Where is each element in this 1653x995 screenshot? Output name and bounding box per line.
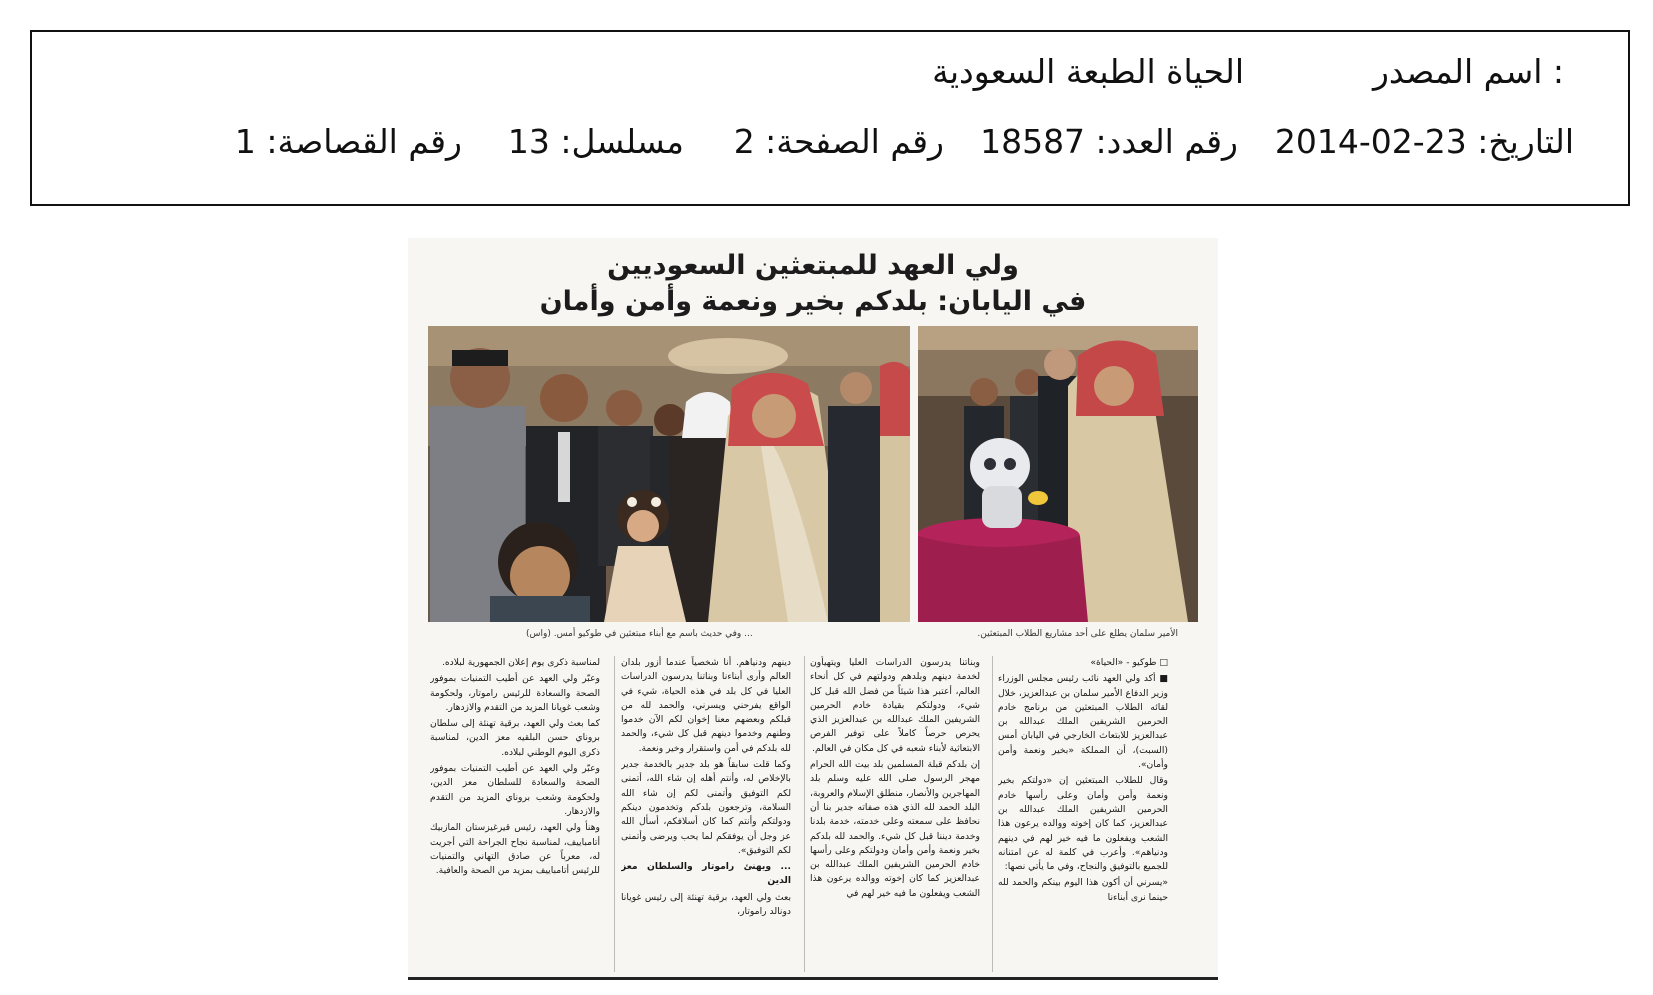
paragraph: إن بلدكم قبلة المسلمين بلد بيت الله الحرام مهجر الرسول صلى الله عليه وسلم بلد المهاجرين والأنصار، منطلق الإسلام والعروبة، البلد الحمد لله الذي هذه صفاته جدير بنا أن نحافظ على سمعته وعلى خدمته، خدمة بلدنا وخدمة ديننا قبل كل شيء. والحمد لله بلدكم بخير ونعمة وأمن وأمان ودولتكم وعلى رأسها خادم الحرمين الشريفين الملك عبدالله بن عبدالعزيز كما كان إخوته ووالده يرعون هذا الشعب ويفعلون ما فيه خير لهم في	[810, 759, 980, 899]
newspaper-clipping	[408, 238, 1218, 980]
paragraph: وهنأ ولي العهد، رئيس قيرغيزستان المازبيك أتامباييف، لمناسبة نجاح الجراحة التي أجريت له، معرباً عن صادق التهاني والتمنيات للرئيس أتامباييف بمزيد من الصحة والعافية.	[430, 822, 600, 877]
serial-field: مسلسل: 13	[507, 122, 684, 161]
column-divider	[992, 656, 993, 972]
paragraph: وعبّر ولي العهد عن أطيب التمنيات بموفور الصحة والسعادة للرئيس راموتار، ولحكومة وشعب غويانا المزيد من التقدم والازدهار.	[430, 673, 600, 713]
clip-number-field: رقم القصاصة: 1	[234, 122, 462, 161]
photo-robot-project-image	[918, 326, 1198, 622]
paragraph: وكما قلت سابقاً هو بلد جدير بالخدمة جدير بالإخلاص له، وأنتم أهله إن شاء الله، أتمنى لكم التوفيق وأتمنى لكم إن شاء الله السلامة، وترجعون بلدكم وتخدمون دينكم ودولتكم وأنتم كما كان أسلافكم، أسأل الله عز وجل أن يوفقكم لما يحب ويرضى وأتمنى لكم التوفيق».	[621, 759, 791, 856]
paragraph: لمناسبة ذكرى يوم إعلان الجمهورية لبلاده.	[441, 657, 600, 668]
paragraph: «يسرني أن أكون هذا اليوم بينكم والحمد لله حينما نرى أبناءنا	[998, 877, 1168, 903]
subheading: ... ويهنئ راموتار والسلطان معز الدين	[621, 861, 791, 887]
article-column-3	[621, 656, 791, 974]
issue-number-field: رقم العدد: 18587	[980, 122, 1238, 161]
photo-greeting-children	[428, 326, 910, 622]
dateline: □ طوكيو - «الحياة»	[1090, 657, 1168, 668]
photo-greeting-children-image	[428, 326, 910, 622]
paragraph: دينهم ودنياهم. أنا شخصياً عندما أزور بلدان العالم وأرى أبناءنا وبناتنا يدرسون الدراسات العليا في كل بلد في هذه الحياة، شيء في الواقع يفرحني ويسرني، والحمد لله من قبلكم وبعضهم معنا إخوان لكم الآن خدموا وطنهم وخدموا دينهم قبل كل شيء، والحمد لله بلدكم في أمن واستقرار وخير ونعمة.	[621, 657, 791, 754]
headline-line-1: ولي العهد للمبتعثين السعوديين	[607, 250, 1019, 281]
paragraph: كما بعث ولي العهد، برقية تهنئة إلى سلطان بروناي حسن البلقيه معز الدين، لمناسبة ذكرى اليوم الوطني لبلاده.	[430, 718, 600, 758]
article-column-1	[998, 656, 1168, 974]
page-number-field: رقم الصفحة: 2	[733, 122, 944, 161]
source-info-box	[30, 30, 1630, 206]
caption-children-photo: ... وفي حديث باسم مع أبناء مبتعثين في طوكيو أمس. (واس)	[526, 629, 753, 639]
headline-line-2: في اليابان: بلدكم بخير ونعمة وأمن وأمان	[539, 286, 1087, 317]
column-divider	[614, 656, 615, 972]
caption-robot-photo: الأمير سلمان يطلع على أحد مشاريع الطلاب المبتعثين.	[977, 629, 1178, 639]
photo-robot-project	[918, 326, 1198, 622]
clipping-bottom-rule	[408, 977, 1218, 980]
paragraph: وقال للطلاب المبتعثين إن «دولتكم بخير ونعمة وأمن وأمان وعلى رأسها خادم الحرمين الشريفين الملك عبدالله بن عبدالعزيز، كما كان إخوته ووالده يرعون هذا الشعب ويفعلون ما فيه خير لهم في دينهم ودنياهم». وأعرب في كلمة له عن امتنانه للجميع بالتوفيق والنجاح، وفي ما يأتي نصها:	[998, 775, 1168, 873]
column-divider	[804, 656, 805, 972]
paragraph: ■ أكد ولي العهد نائب رئيس مجلس الوزراء وزير الدفاع الأمير سلمان بن عبدالعزيز، خلال لقائه الطلاب المبتعثين من برنامج خادم الحرمين الشريفين الملك عبدالله بن عبدالعزيز للابتعاث الخارجي في اليابان أمس (السبت)، أن المملكة «بخير ونعمة وأمن وأمان».	[998, 673, 1168, 771]
paragraph: بعث ولي العهد، برقية تهنئة إلى رئيس غويانا دونالد راموتار،	[621, 891, 791, 918]
paragraph: وعبّر ولي العهد عن أطيب التمنيات بموفور الصحة والسعادة للسلطان معز الدين، ولحكومة وشعب بروناي المزيد من التقدم والازدهار.	[430, 763, 600, 817]
paragraph: وبناتنا يدرسون الدراسات العليا ويتهيأون لخدمة دينهم وبلدهم ودولتهم في كل أنحاء العالم، أعتبر هذا شيئاً من فضل الله قبل كل شيء، ودولتكم بقيادة خادم الحرمين الشريفين الملك عبدالله بن عبدالعزيز الذي يحرص حرصاً كاملاً على توفير الفرص الابتعاثية لأبناء شعبه في كل مكان في العالم.	[810, 657, 980, 754]
date-field: التاريخ: 23-02-2014	[1274, 122, 1574, 161]
article-column-2	[810, 656, 980, 974]
source-label: اسم المصدر :	[1372, 52, 1564, 91]
source-value: الحياة الطبعة السعودية	[932, 52, 1244, 91]
article-column-4	[430, 656, 600, 974]
